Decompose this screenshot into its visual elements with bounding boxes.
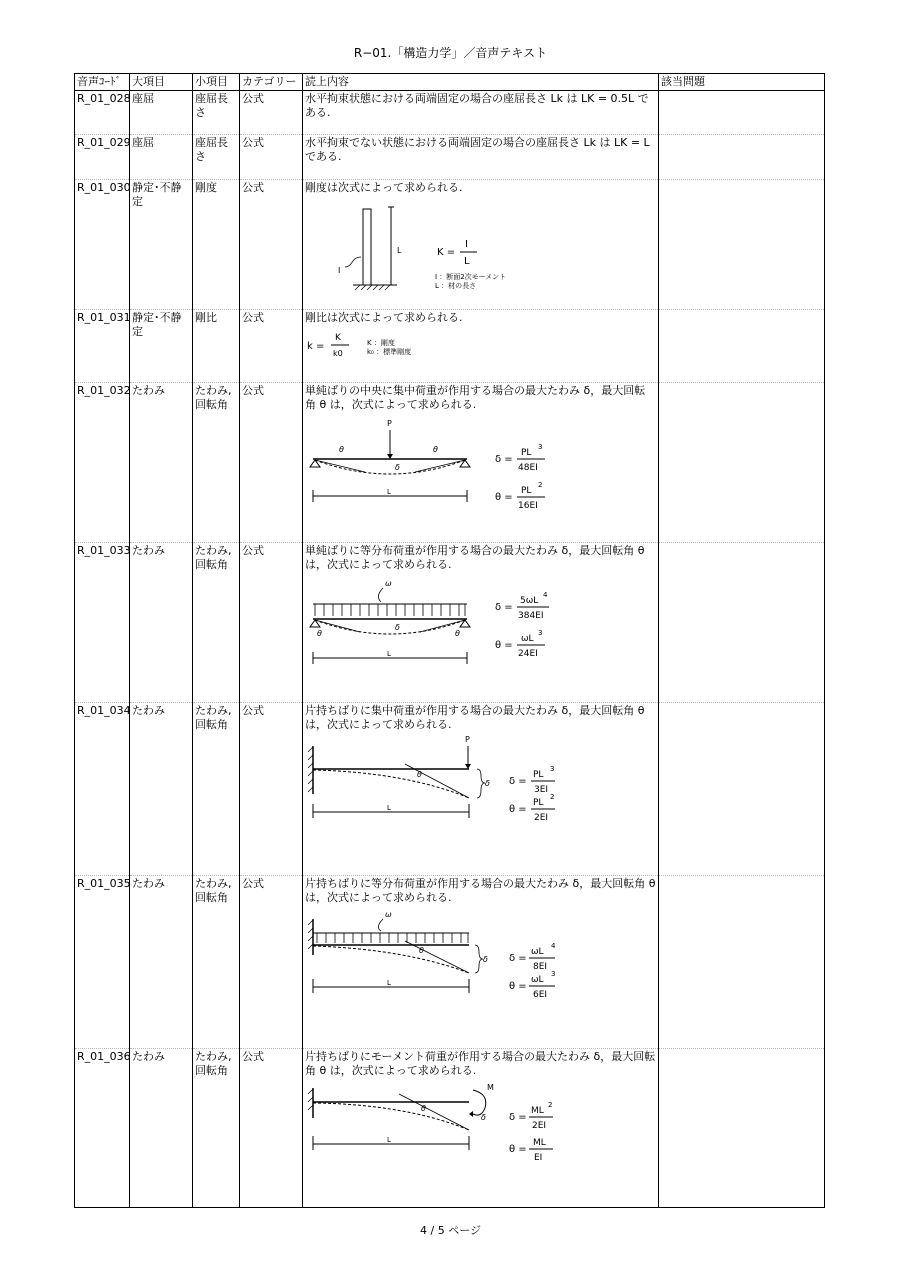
cell-code: R_01_036 (75, 1049, 130, 1208)
moment-of-inertia-label: I (338, 266, 341, 275)
cell-minor: たわみ,回転角 (193, 1049, 240, 1208)
cantilever-moment-load-figure (305, 1078, 655, 1196)
cell-code: R_01_030 (75, 180, 130, 310)
svg-text:3: 3 (550, 765, 555, 773)
table-row (75, 703, 825, 876)
deflection-formula (509, 765, 555, 795)
span-label: L (387, 979, 391, 987)
deflection-formula (509, 1101, 553, 1131)
cell-code: R_01_031 (75, 310, 130, 383)
deflection-formula (495, 443, 545, 473)
svg-text:24EI: 24EI (518, 649, 538, 659)
svg-text:δ =: δ = (495, 454, 513, 465)
table-row (75, 135, 825, 180)
cell-content: 水平拘束状態における両端固定の場合の座屈長さ Lk は LK = 0.5L である. (303, 91, 659, 135)
cell-category: 公式 (240, 180, 303, 310)
simple-beam-point-load-figure (305, 412, 655, 530)
cell-category: 公式 (240, 135, 303, 180)
page-number: 4 / 5 ページ (420, 1224, 481, 1237)
cell-major: 静定･不静定 (130, 310, 193, 383)
cell-problem (659, 135, 825, 180)
cantilever-point-load-figure (305, 732, 655, 856)
base-hatch (355, 285, 390, 290)
svg-text:2: 2 (548, 1101, 553, 1109)
distributed-load-arrows (317, 933, 468, 943)
delta-label: δ (481, 1113, 486, 1122)
svg-text:PL: PL (533, 798, 544, 808)
span-label: L (387, 804, 391, 812)
cell-category: 公式 (240, 703, 303, 876)
table-row (75, 310, 825, 383)
svg-text:ωL: ωL (531, 947, 544, 957)
stiffness-formula-lhs: K = (437, 247, 456, 258)
deflection-formula (509, 942, 556, 972)
ratio-formula-den: k0 (333, 349, 343, 358)
cell-problem (659, 91, 825, 135)
cell-minor: 剛比 (193, 310, 240, 383)
cell-minor: たわみ,回転角 (193, 383, 240, 543)
rotation-formula (509, 793, 555, 823)
stiffness-formula-den: L (464, 256, 470, 267)
cell-content: 剛度は次式によって求められる. (305, 181, 463, 194)
table-row (75, 180, 825, 310)
cell-major: たわみ (130, 703, 193, 876)
cell-code: R_01_034 (75, 703, 130, 876)
cell-code: R_01_032 (75, 383, 130, 543)
svg-text:48EI: 48EI (518, 463, 538, 473)
load-label: ω (385, 910, 392, 919)
svg-text:3EI: 3EI (534, 785, 549, 795)
rotation-formula (495, 629, 545, 659)
cell-major: たわみ (130, 1049, 193, 1208)
page-title: R−01.「構造力学」／音声テキスト (353, 46, 548, 60)
svg-text:ωL: ωL (531, 975, 544, 985)
cell-code: R_01_028 (75, 91, 130, 135)
col-header-content: 読上内容 (303, 74, 659, 91)
svg-text:384EI: 384EI (518, 611, 544, 621)
table-row (75, 1049, 825, 1208)
svg-text:ML: ML (533, 1138, 546, 1148)
rotation-formula (495, 481, 545, 511)
svg-text:ML: ML (531, 1106, 544, 1116)
table-row (75, 383, 825, 543)
cell-minor: たわみ,回転角 (193, 703, 240, 876)
cell-category: 公式 (240, 91, 303, 135)
cell-problem (659, 180, 825, 310)
cell-major: たわみ (130, 383, 193, 543)
cell-code: R_01_029 (75, 135, 130, 180)
svg-text:16EI: 16EI (518, 501, 538, 511)
cell-content: 水平拘束でない状態における両端固定の場合の座屈長さ Lk は LK = L である. (303, 135, 659, 180)
cell-problem (659, 310, 825, 383)
cantilever-distributed-load-figure (305, 905, 655, 1029)
cell-major: 静定･不静定 (130, 180, 193, 310)
svg-text:5ωL: 5ωL (520, 596, 539, 606)
svg-text:δ =: δ = (509, 1112, 527, 1123)
svg-text:2: 2 (538, 481, 543, 489)
cell-content: 片持ちばりにモーメント荷重が作用する場合の最大たわみ δ，最大回転角 θ は，次式によって求められる. (305, 1050, 656, 1077)
svg-text:2EI: 2EI (534, 813, 549, 823)
svg-text:δ =: δ = (495, 602, 513, 613)
deflection-formula (495, 591, 549, 621)
col-header-category: カテゴリー (240, 74, 303, 91)
col-header-code: 音声ｺｰﾄﾞ (75, 74, 130, 91)
cell-minor: 剛度 (193, 180, 240, 310)
cell-minor: 座屈長さ (193, 91, 240, 135)
rotation-formula (509, 970, 555, 1000)
distributed-load-arrows (315, 604, 465, 616)
svg-text:PL: PL (533, 770, 544, 780)
svg-text:3: 3 (551, 970, 556, 978)
svg-text:θ =: θ = (509, 1144, 527, 1155)
svg-text:ωL: ωL (521, 634, 534, 644)
column-member (363, 209, 371, 285)
svg-text:δ =: δ = (509, 776, 527, 787)
cell-category: 公式 (240, 383, 303, 543)
col-header-major: 大項目 (130, 74, 193, 91)
col-header-problem: 該当問題 (659, 74, 825, 91)
stiffness-figure (305, 195, 655, 295)
ratio-formula-num: K (335, 333, 341, 343)
cell-content: 単純ばりの中央に集中荷重が作用する場合の最大たわみ δ，最大回転角 θ は，次式によって求められる. (305, 384, 646, 411)
deflection-curve (315, 620, 465, 634)
cell-content: 単純ばりに等分布荷重が作用する場合の最大たわみ δ，最大回転角 θ は，次式によって求められる. (305, 544, 645, 571)
ratio-formula-lhs: k = (307, 341, 325, 352)
theta-label-left: θ (339, 445, 344, 454)
span-label: L (387, 1136, 391, 1144)
delta-label: δ (395, 623, 400, 632)
deflection-curve (315, 460, 465, 474)
ratio-legend-1: K ：剛度 (367, 339, 395, 347)
svg-text:θ =: θ = (495, 492, 513, 503)
simple-beam-distributed-load-figure (305, 572, 655, 692)
table-row (75, 543, 825, 703)
cell-minor: 座屈長さ (193, 135, 240, 180)
stiffness-legend-1: I ：断面2次モーメント (435, 273, 507, 281)
cell-major: 座屈 (130, 135, 193, 180)
svg-text:6EI: 6EI (533, 990, 548, 1000)
cell-major: たわみ (130, 543, 193, 703)
table-row (75, 876, 825, 1049)
svg-text:PL: PL (521, 448, 532, 458)
delta-label: δ (483, 955, 488, 964)
rotation-formula (509, 1138, 553, 1163)
stiffness-legend-2: L ：材の長さ (435, 282, 477, 290)
load-label: P (387, 419, 392, 428)
theta-label: θ (419, 946, 424, 955)
deflection-curve (313, 946, 469, 973)
cell-problem (659, 703, 825, 876)
table-header-row (75, 74, 825, 91)
cell-content: 片持ちばりに等分布荷重が作用する場合の最大たわみ δ，最大回転角 θ は，次式によって求められる. (305, 877, 656, 904)
stiffness-formula-num: I (465, 239, 468, 250)
moment-arrow (473, 1090, 486, 1115)
theta-label: θ (421, 1104, 426, 1113)
cell-content: 剛比は次式によって求められる. (305, 311, 463, 324)
stiffness-ratio-figure (305, 325, 655, 365)
length-label: L (397, 246, 402, 255)
cell-category: 公式 (240, 543, 303, 703)
cell-code: R_01_033 (75, 543, 130, 703)
svg-text:2EI: 2EI (532, 1121, 547, 1131)
svg-text:δ =: δ = (509, 953, 527, 964)
cell-problem (659, 543, 825, 703)
voice-text-table (74, 73, 825, 1208)
deflection-curve (313, 770, 469, 798)
cell-problem (659, 383, 825, 543)
theta-label-right: θ (433, 445, 438, 454)
cell-category: 公式 (240, 1049, 303, 1208)
svg-text:4: 4 (543, 591, 548, 599)
deflection-curve (313, 1103, 469, 1130)
load-label: P (465, 735, 470, 744)
svg-text:2: 2 (550, 793, 555, 801)
cell-category: 公式 (240, 876, 303, 1049)
cell-minor: たわみ,回転角 (193, 876, 240, 1049)
theta-label-right: θ (455, 629, 460, 638)
load-label: M (487, 1083, 494, 1092)
cell-content: 片持ちばりに集中荷重が作用する場合の最大たわみ δ，最大回転角 θ は，次式によって求められる. (305, 704, 645, 731)
cell-problem (659, 1049, 825, 1208)
cell-problem (659, 876, 825, 1049)
theta-label: θ (417, 770, 422, 779)
svg-text:8EI: 8EI (533, 962, 548, 972)
theta-label-left: θ (317, 629, 322, 638)
cell-minor: たわみ,回転角 (193, 543, 240, 703)
ratio-legend-2: k₀ ：標準剛度 (367, 348, 412, 356)
svg-text:θ =: θ = (509, 981, 527, 992)
cell-major: 座屈 (130, 91, 193, 135)
svg-text:EI: EI (534, 1153, 543, 1163)
cell-major: たわみ (130, 876, 193, 1049)
cell-code: R_01_035 (75, 876, 130, 1049)
svg-text:θ =: θ = (495, 640, 513, 651)
svg-text:θ =: θ = (509, 804, 527, 815)
col-header-minor: 小項目 (193, 74, 240, 91)
svg-text:PL: PL (521, 486, 532, 496)
cell-category: 公式 (240, 310, 303, 383)
svg-text:3: 3 (538, 629, 543, 637)
svg-text:3: 3 (538, 443, 543, 451)
delta-label: δ (485, 779, 490, 788)
table-row (75, 91, 825, 135)
delta-label: δ (395, 463, 400, 472)
svg-text:4: 4 (551, 942, 556, 950)
span-label: L (387, 488, 391, 496)
load-label: ω (385, 579, 392, 588)
span-label: L (387, 650, 391, 658)
